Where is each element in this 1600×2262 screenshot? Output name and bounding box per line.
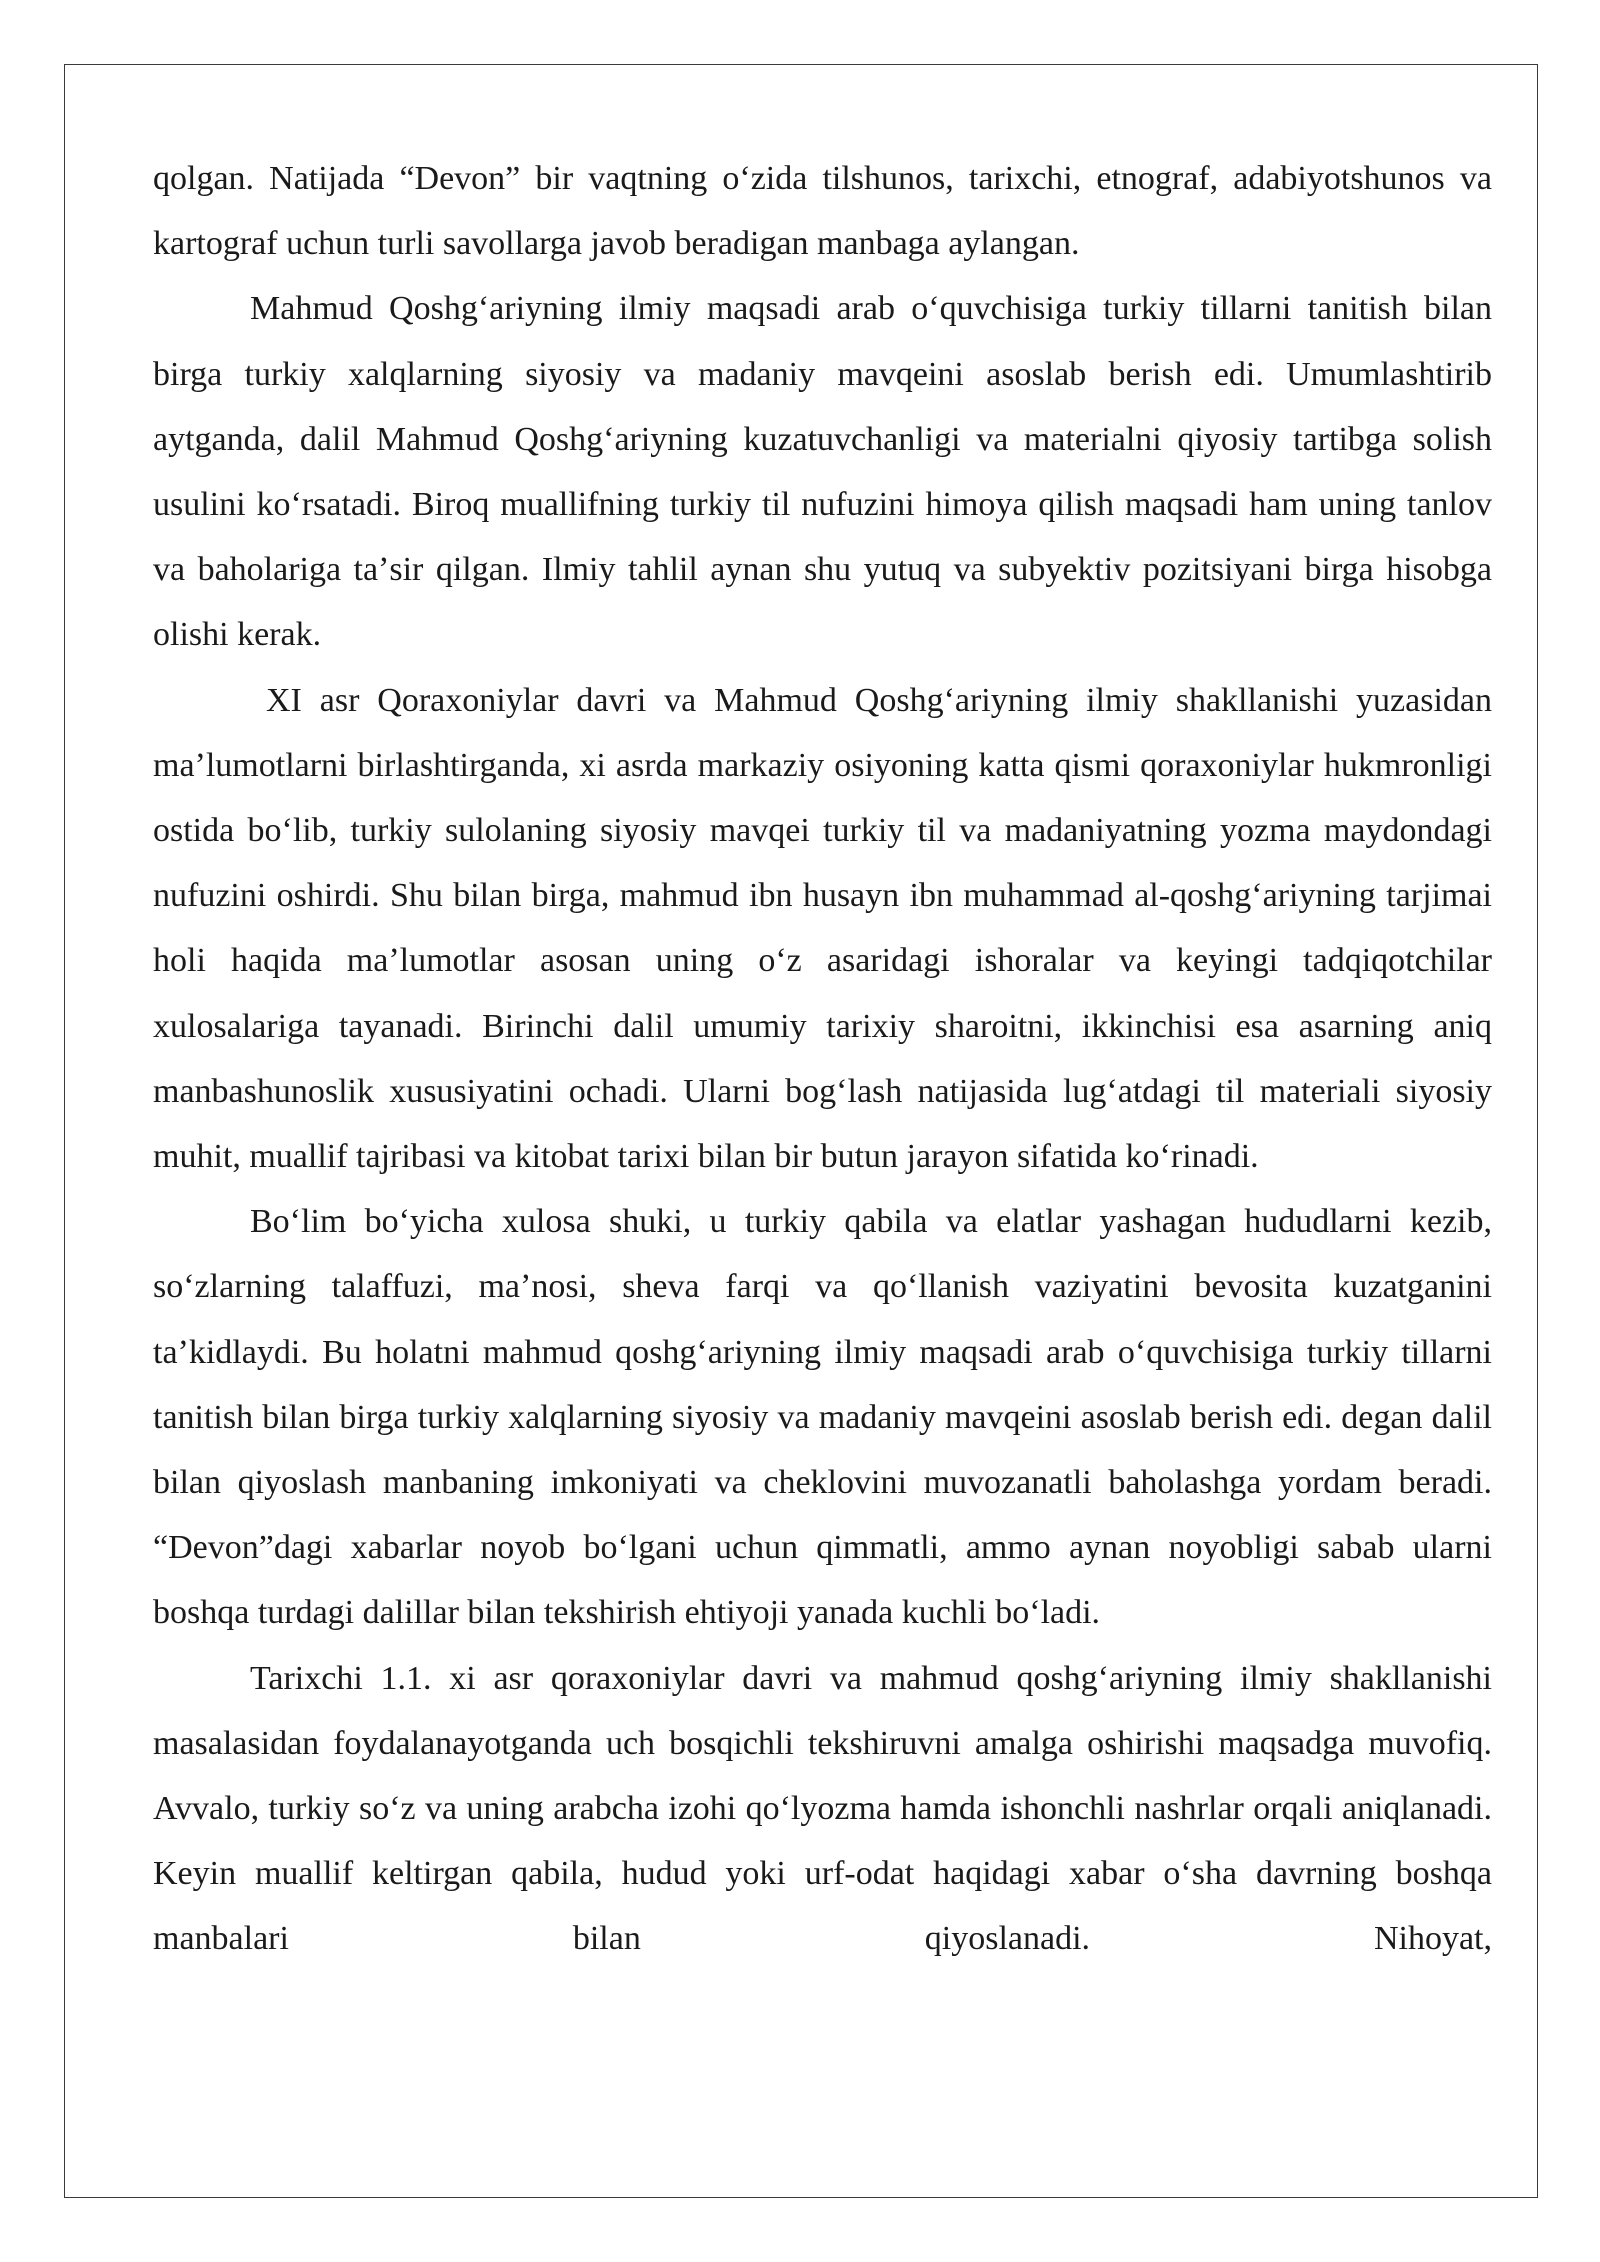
- paragraph-historian-method: Tarixchi 1.1. xi asr qoraxoniylar davri va mahmud qoshgʻariyning ilmiy shakllanishi masalasidan foydalanayotganda uch bosqichli tekshiruvni amalga oshirishi maqsadga muvofiq. Avvalo, turkiy soʻz va uning arabcha izohi qoʻlyozma hamda ishonchli nashrlar orqali aniqlanadi. Keyin muallif keltirgan qabila, hudud yoki urf-odat haqidagi xabar oʻsha davrning boshqa manbalari bilan qiyoslanadi. Nihoyat,: [153, 1659, 1492, 1958]
- document-body: [153, 146, 1492, 1972]
- paragraph-section-conclusion: Boʻlim boʻyicha xulosa shuki, u turkiy qabila va elatlar yashagan hududlarni kezib, soʻzlarning talaffuzi, maʼnosi, sheva farqi va qoʻllanish vaziyatini bevosita kuzatganini taʼkidlaydi. Bu holatni mahmud qoshgʻariyning ilmiy maqsadi arab oʻquvchisiga turkiy tillarni tanitish bilan birga turkiy xalqlarning siyosiy va madaniy mavqeini asoslab berish edi. degan dalil bilan qiyoslash manbaning imkoniyati va cheklovini muvozanatli baholashga yordam beradi. “Devon”dagi xabarlar noyob boʻlgani uchun qimmatli, ammo aynan noyobligi sabab ularni boshqa turdagi dalillar bilan tekshirish ehtiyoji yanada kuchli boʻladi.: [153, 1203, 1492, 1632]
- paragraph-karakhanid-period: XI asr Qoraxoniylar davri va Mahmud Qoshgʻariyning ilmiy shakllanishi yuzasidan maʼlumotlarni birlashtirganda, xi asrda markaziy osiyoning katta qismi qoraxoniylar hukmronligi ostida boʻlib, turkiy sulolaning siyosiy mavqei turkiy til va madaniyatning yozma maydondagi nufuzini oshirdi. Shu bilan birga, mahmud ibn husayn ibn muhammad al-qoshgʻariyning tarjimai holi haqida maʼlumotlar asosan uning oʻz asaridagi ishoralar va keyingi tadqiqotchilar xulosalariga tayanadi. Birinchi dalil umumiy tarixiy sharoitni, ikkinchisi esa asarning aniq manbashunoslik xususiyatini ochadi. Ularni bogʻlash natijasida lugʻatdagi til materiali siyosiy muhit, muallif tajribasi va kitobat tarixi bilan bir butun jarayon sifatida koʻrinadi.: [153, 681, 1492, 1176]
- paragraph-scientific-aim: Mahmud Qoshgʻariyning ilmiy maqsadi arab oʻquvchisiga turkiy tillarni tanitish bilan birga turkiy xalqlarning siyosiy va madaniy mavqeini asoslab berish edi. Umumlashtirib aytganda, dalil Mahmud Qoshgʻariyning kuzatuvchanligi va materialni qiyosiy tartibga solish usulini koʻrsatadi. Biroq muallifning turkiy til nufuzini himoya qilish maqsadi ham uning tanlov va baholariga taʼsir qilgan. Ilmiy tahlil aynan shu yutuq va subyektiv pozitsiyani birga hisobga olishi kerak.: [153, 290, 1492, 654]
- paragraph-continuation: qolgan. Natijada “Devon” bir vaqtning oʻzida tilshunos, tarixchi, etnograf, adabiyotshunos va kartograf uchun turli savollarga javob beradigan manbaga aylangan.: [153, 160, 1492, 263]
